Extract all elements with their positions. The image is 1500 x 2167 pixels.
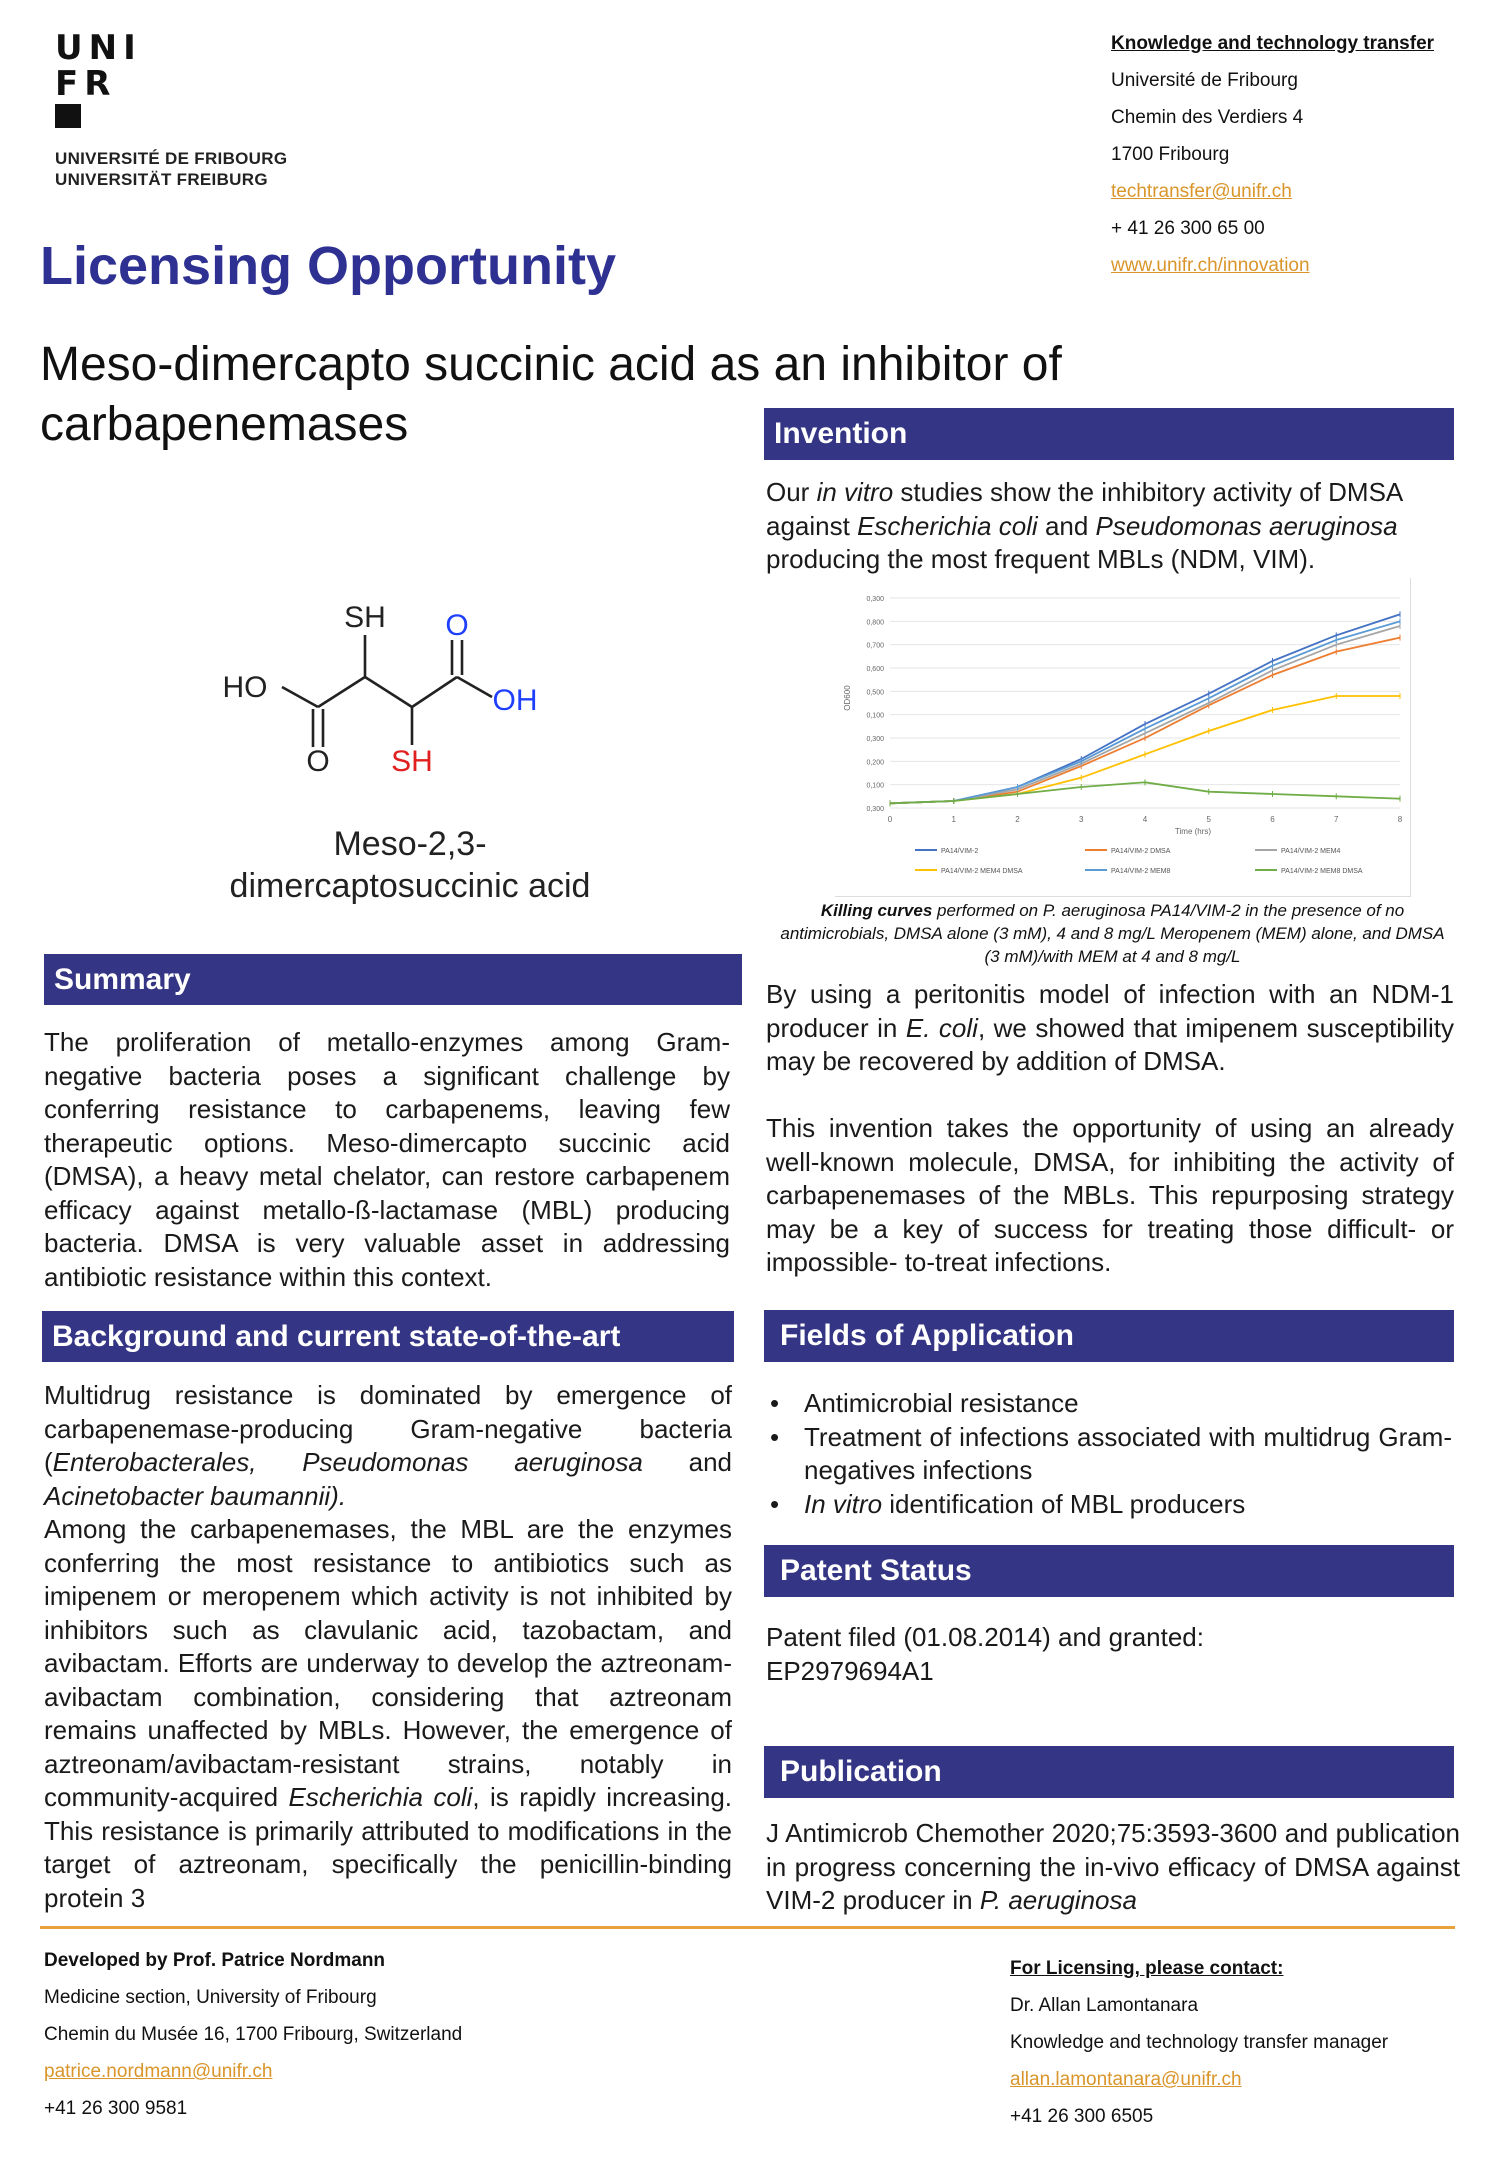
chart-caption-rest: performed on P. aeruginosa PA14/VIM-2 in the presence of no antimicrobials, DMSA alone (3 mM), 4 and 8 mg/L Meropenem (MEM) alone, and DMSA (3 mM)/with MEM at 4 and 8 mg/L (780, 901, 1445, 966)
background-text (44, 1379, 732, 1915)
chart-gridlines (890, 598, 1400, 808)
fields-item-3 (766, 1488, 1452, 1522)
chart-legend (915, 848, 1363, 875)
fields-item-1: • Antimicrobial resistance (766, 1387, 1452, 1421)
publication-text-a: J Antimicrob Chemother 2020;75:3593-3600 and publication in progress concerning the in-vivo efficacy of DMSA against VIM-2 producer in (766, 1818, 1460, 1915)
background-p1-em2: Acinetobacter baumannii). (44, 1480, 347, 1511)
invention-p2-em: E. coli (905, 1012, 978, 1043)
licensing-role: Knowledge and technology transfer manager (1010, 2032, 1389, 2053)
chart-caption (775, 899, 1450, 968)
chart-y-tick-label: 0,700 (866, 642, 884, 650)
developer-heading: Developed by Prof. Patrice Nordmann (44, 1950, 386, 1971)
background-p1-a: Multidrug resistance is dominated by emergence of carbapenemase-producing Gram-negative bacteria ( (44, 1380, 732, 1477)
molecule-structure (200, 585, 630, 925)
developer-line-1: Medicine section, University of Fribourg (44, 1987, 377, 2008)
atom-oh: OH (492, 684, 538, 717)
chart-x-tick-label: 5 (1206, 815, 1211, 824)
fields-item-3-em: In vitro (804, 1488, 883, 1519)
background-paragraph-1 (44, 1379, 732, 1513)
invention-p1-b: studies show the inhibitory activity of DMSA against (766, 477, 1402, 541)
chart-series-line (890, 614, 1400, 803)
atom-sh-top: SH (344, 601, 386, 634)
fields-header (764, 1310, 1454, 1362)
contact-org: Université de Fribourg (1111, 70, 1298, 91)
licensing-phone: +41 26 300 6505 (1010, 2106, 1154, 2127)
page-title: Meso-dimercapto succinic acid as an inhibitor of carbapenemases (40, 338, 1062, 451)
licensing-contact (1010, 1950, 1388, 2135)
chart-y-tick-label: 0,300 (866, 596, 884, 603)
developer-contact (44, 1942, 462, 2127)
invention-p1-c: and (1037, 510, 1096, 541)
invention-p1-em3: Pseudomonas aeruginosa (1095, 510, 1398, 541)
patent-line-1: Patent filed (01.08.2014) and granted: (766, 1622, 1204, 1652)
summary-header-label: Summary (54, 962, 191, 996)
invention-p1-a: Our (766, 477, 817, 507)
chart-series-line (890, 696, 1400, 803)
atom-o-bottom: O (306, 745, 330, 778)
molecule-bonds (282, 635, 492, 747)
patent-header-label: Patent Status (780, 1554, 972, 1587)
university-name-fr: UNIVERSITÉ DE FRIBOURG (55, 149, 288, 168)
background-p1-em1: Enterobacterales, Pseudomonas aeruginosa (52, 1447, 643, 1477)
footer-divider (40, 1926, 1455, 1929)
university-name-de: UNIVERSITÄT FREIBURG (55, 170, 268, 189)
licensing-heading: For Licensing, please contact: (1010, 1958, 1284, 1979)
chart-y-tick-label: 0,300 (866, 736, 884, 743)
chart-x-tick-label: 6 (1270, 815, 1275, 824)
chart-y-tick-label: 0,600 (866, 666, 884, 673)
chart-y-tick-label: 0,100 (866, 782, 884, 790)
contact-street: Chemin des Verdiers 4 (1111, 107, 1304, 128)
atom-o-top: O (445, 609, 469, 642)
chart-x-tick-label: 4 (1142, 815, 1148, 824)
molecule-diagram (200, 585, 630, 925)
chart-x-tick-label: 3 (1079, 815, 1084, 824)
developer-email-link[interactable]: patrice.nordmann@unifr.ch (44, 2061, 273, 2082)
patent-line-2: EP2979694A1 (766, 1655, 934, 1686)
background-paragraph-2 (44, 1513, 732, 1915)
invention-p1-em2: Escherichia coli (857, 510, 1038, 541)
licensing-email-link[interactable]: allan.lamontanara@unifr.ch (1010, 2069, 1242, 2090)
atom-ho: HO (222, 671, 268, 704)
logo-row-2: FR (55, 64, 117, 104)
chart-y-tick-label: 0,500 (866, 689, 884, 697)
fields-header-label: Fields of Application (780, 1319, 1074, 1352)
chart-y-ticks (866, 596, 884, 813)
background-header (42, 1311, 734, 1362)
publication-header (764, 1746, 1454, 1798)
background-p1-b: and (642, 1447, 732, 1477)
developer-phone: +41 26 300 9581 (44, 2098, 188, 2119)
chart-legend-label: PA14/VIM-2 DMSA (1111, 848, 1171, 855)
publication-text-em: P. aeruginosa (979, 1885, 1137, 1915)
chart-x-tick-label: 2 (1015, 815, 1020, 824)
chart-x-tick-label: 8 (1397, 815, 1403, 824)
chart-legend-label: PA14/VIM-2 MEM4 DMSA (941, 868, 1023, 875)
contact-web-link[interactable]: www.unifr.ch/innovation (1111, 255, 1310, 276)
logo-square-icon (55, 104, 81, 128)
molecule-caption-line1: Meso-2,3- (333, 825, 487, 863)
molecule-carbonyl-top (452, 640, 462, 675)
killing-curve-svg (835, 578, 1410, 896)
chart-y-tick-label: 0,800 (866, 619, 884, 627)
publication-text (766, 1817, 1460, 1918)
chart-y-label: OD600 (843, 685, 852, 711)
invention-paragraph-2 (766, 978, 1454, 1079)
chart-legend-label: PA14/VIM-2 (941, 848, 979, 855)
invention-p2-b: , we showed that imipenem susceptibility may be recovered by addition of DMSA. (766, 1012, 1454, 1076)
summary-text: The proliferation of metallo-enzymes among Gram-negative bacteria poses a significant challenge by conferring resistance to carbapenems, leaving few therapeutic options. Meso-dimercapto succinic acid (DMSA), a heavy metal chelator, can restore carbapenem efficacy against metallo-ß-lactamase (MBL) producing bacteria. DMSA is very valuable asset in addressing antibiotic resistance within this context. (44, 1027, 730, 1292)
chart-legend-label: PA14/VIM-2 MEM8 DMSA (1281, 868, 1363, 875)
chart-x-tick-label: 0 (887, 815, 893, 824)
invention-header-label: Invention (774, 417, 908, 450)
patent-header (764, 1545, 1454, 1597)
chart-x-tick-label: 1 (951, 815, 956, 824)
chart-caption-bold: Killing curves (820, 901, 933, 920)
molecule-caption-line2: dimercaptosuccinic acid (229, 867, 591, 905)
background-p2-a: Among the carbapenemases, the MBL are the enzymes conferring the most resistance to antibiotics such as imipenem or meropenem which activity is not inhibited by inhibitors such as clavulanic acid, tazobactam, and avibactam. Efforts are underway to develop the aztreonam-avibactam combination, considering that aztreonam remains unaffected by MBLs. However, the emergence of aztreonam/avibactam-resistant strains, notably in community-acquired (44, 1514, 732, 1812)
chart-y-tick-label: 0,200 (866, 759, 884, 767)
contact-email-link[interactable]: techtransfer@unifr.ch (1111, 181, 1292, 202)
killing-curve-chart (835, 578, 1411, 897)
invention-header (764, 408, 1454, 460)
invention-p1-d: producing the most frequent MBLs (NDM, VIM). (766, 544, 1316, 574)
fields-item-2: • Treatment of infections associated with multidrug Gram-negatives infections (766, 1421, 1452, 1488)
background-p2-b: , is rapidly increasing. This resistance is primarily attributed to modifications in the target of aztreonam, specifically the penicillin-binding protein 3 (44, 1782, 732, 1913)
logo-row-1: UNI (55, 28, 142, 68)
chart-legend-label: PA14/VIM-2 MEM8 (1111, 868, 1171, 875)
invention-p1-em1: in vitro (816, 477, 894, 507)
university-logo (55, 30, 155, 128)
invention-paragraph-3: This invention takes the opportunity of using an already well-known molecule, DMSA, for inhibiting the activity of carbapenemases of the MBLs. This repurposing strategy may be a key of success for treating those difficult- or impossible- to-treat infections. (766, 1113, 1454, 1277)
background-p2-em: Escherichia coli (288, 1782, 473, 1812)
background-header-label: Background and current state-of-the-art (52, 1319, 621, 1353)
chart-x-label: Time (hrs) (1174, 827, 1212, 836)
contact-city: 1700 Fribourg (1111, 144, 1230, 165)
chart-series-group (890, 611, 1400, 806)
chart-x-tick-label: 7 (1334, 815, 1339, 824)
fields-list (766, 1387, 1452, 1521)
contact-heading: Knowledge and technology transfer (1111, 33, 1435, 54)
invention-paragraph-1 (766, 476, 1456, 577)
chart-y-tick-label: 0,300 (866, 806, 884, 813)
licensing-title: Licensing Opportunity (40, 236, 616, 296)
tech-transfer-contact (1111, 25, 1434, 284)
publication-header-label: Publication (780, 1755, 942, 1788)
summary-header (44, 954, 742, 1005)
atom-sh-bottom: SH (391, 745, 433, 778)
chart-x-ticks (888, 815, 1403, 824)
patent-text (766, 1621, 1452, 1688)
chart-y-tick-label: 0,100 (866, 712, 884, 720)
invention-p2-a: By using a peritonitis model of infection with an NDM-1 producer in (766, 979, 1454, 1043)
licensing-name: Dr. Allan Lamontanara (1010, 1995, 1199, 2016)
contact-phone: + 41 26 300 65 00 (1111, 218, 1265, 239)
developer-line-2: Chemin du Musée 16, 1700 Fribourg, Switzerland (44, 2024, 463, 2045)
chart-series-line (890, 638, 1400, 804)
university-names (55, 148, 287, 190)
chart-series-line (890, 621, 1400, 803)
chart-legend-label: PA14/VIM-2 MEM4 (1281, 848, 1341, 855)
chart-series-line (890, 782, 1400, 803)
fields-item-3-rest: identification of MBL producers (882, 1488, 1246, 1519)
